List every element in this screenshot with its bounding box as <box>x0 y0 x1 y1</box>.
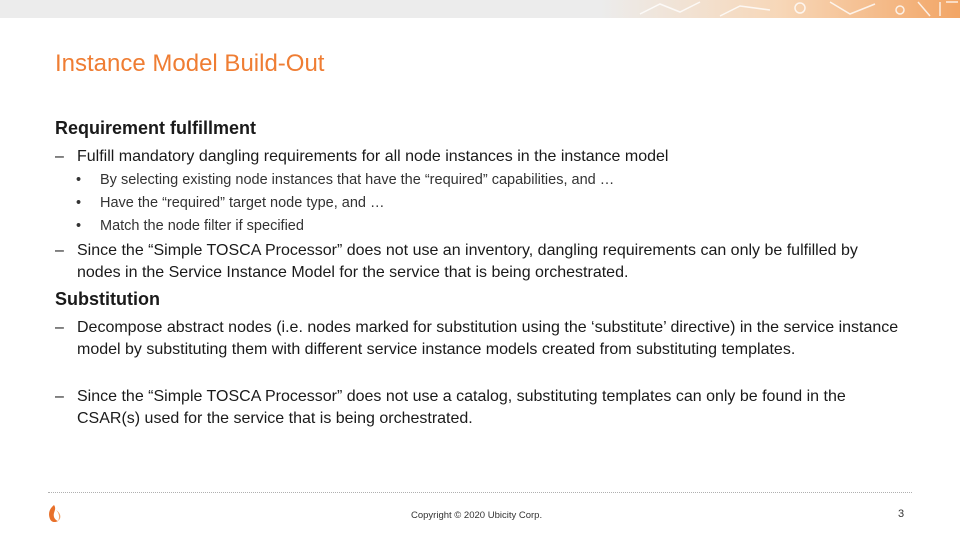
banner-graphic-icon <box>600 0 960 18</box>
dash-marker: – <box>55 388 64 405</box>
footer-divider <box>48 492 912 493</box>
dash-item <box>55 317 905 360</box>
dash-marker: – <box>55 242 64 259</box>
dash-item-text: Since the “Simple TOSCA Processor” does not use an inventory, dangling requirements can only be fulfilled by nodes in the Service Instance Model for the service that is being orchestrated. <box>77 242 858 281</box>
bullet-text: Match the node filter if specified <box>100 218 304 234</box>
bullet-marker: • <box>76 218 82 234</box>
dash-item <box>55 146 905 168</box>
bullet-text: By selecting existing node instances that have the “required” capabilities, and … <box>100 172 615 188</box>
section-heading-requirement-fulfillment: Requirement fulfillment <box>55 118 257 138</box>
dash-item-text: Fulfill mandatory dangling requirements for all node instances in the instance model <box>77 148 669 165</box>
dash-marker: – <box>55 148 64 165</box>
bullet-text: Have the “required” target node type, and … <box>100 195 385 211</box>
page-number: 3 <box>898 508 905 520</box>
dash-item-text: Decompose abstract nodes (i.e. nodes marked for substitution using the ‘substitute’ directive) in the service instance model by substituting them with different service instance models created from substituting templates. <box>77 319 899 358</box>
dash-marker: – <box>55 319 64 336</box>
section-heading-substitution: Substitution <box>55 289 160 309</box>
header-banner <box>0 0 960 18</box>
footer-copyright: Copyright © 2020 Ubicity Corp. <box>411 510 543 521</box>
bullet-marker: • <box>76 195 82 211</box>
dash-item <box>55 386 905 429</box>
dash-item <box>55 240 905 283</box>
bullet-marker: • <box>76 172 82 188</box>
ubicity-logo-icon <box>46 504 62 524</box>
dash-item-text: Since the “Simple TOSCA Processor” does not use a catalog, substituting templates can only be found in the CSAR(s) used for the service that is being orchestrated. <box>77 388 846 427</box>
slide-title: Instance Model Build-Out <box>55 50 325 77</box>
